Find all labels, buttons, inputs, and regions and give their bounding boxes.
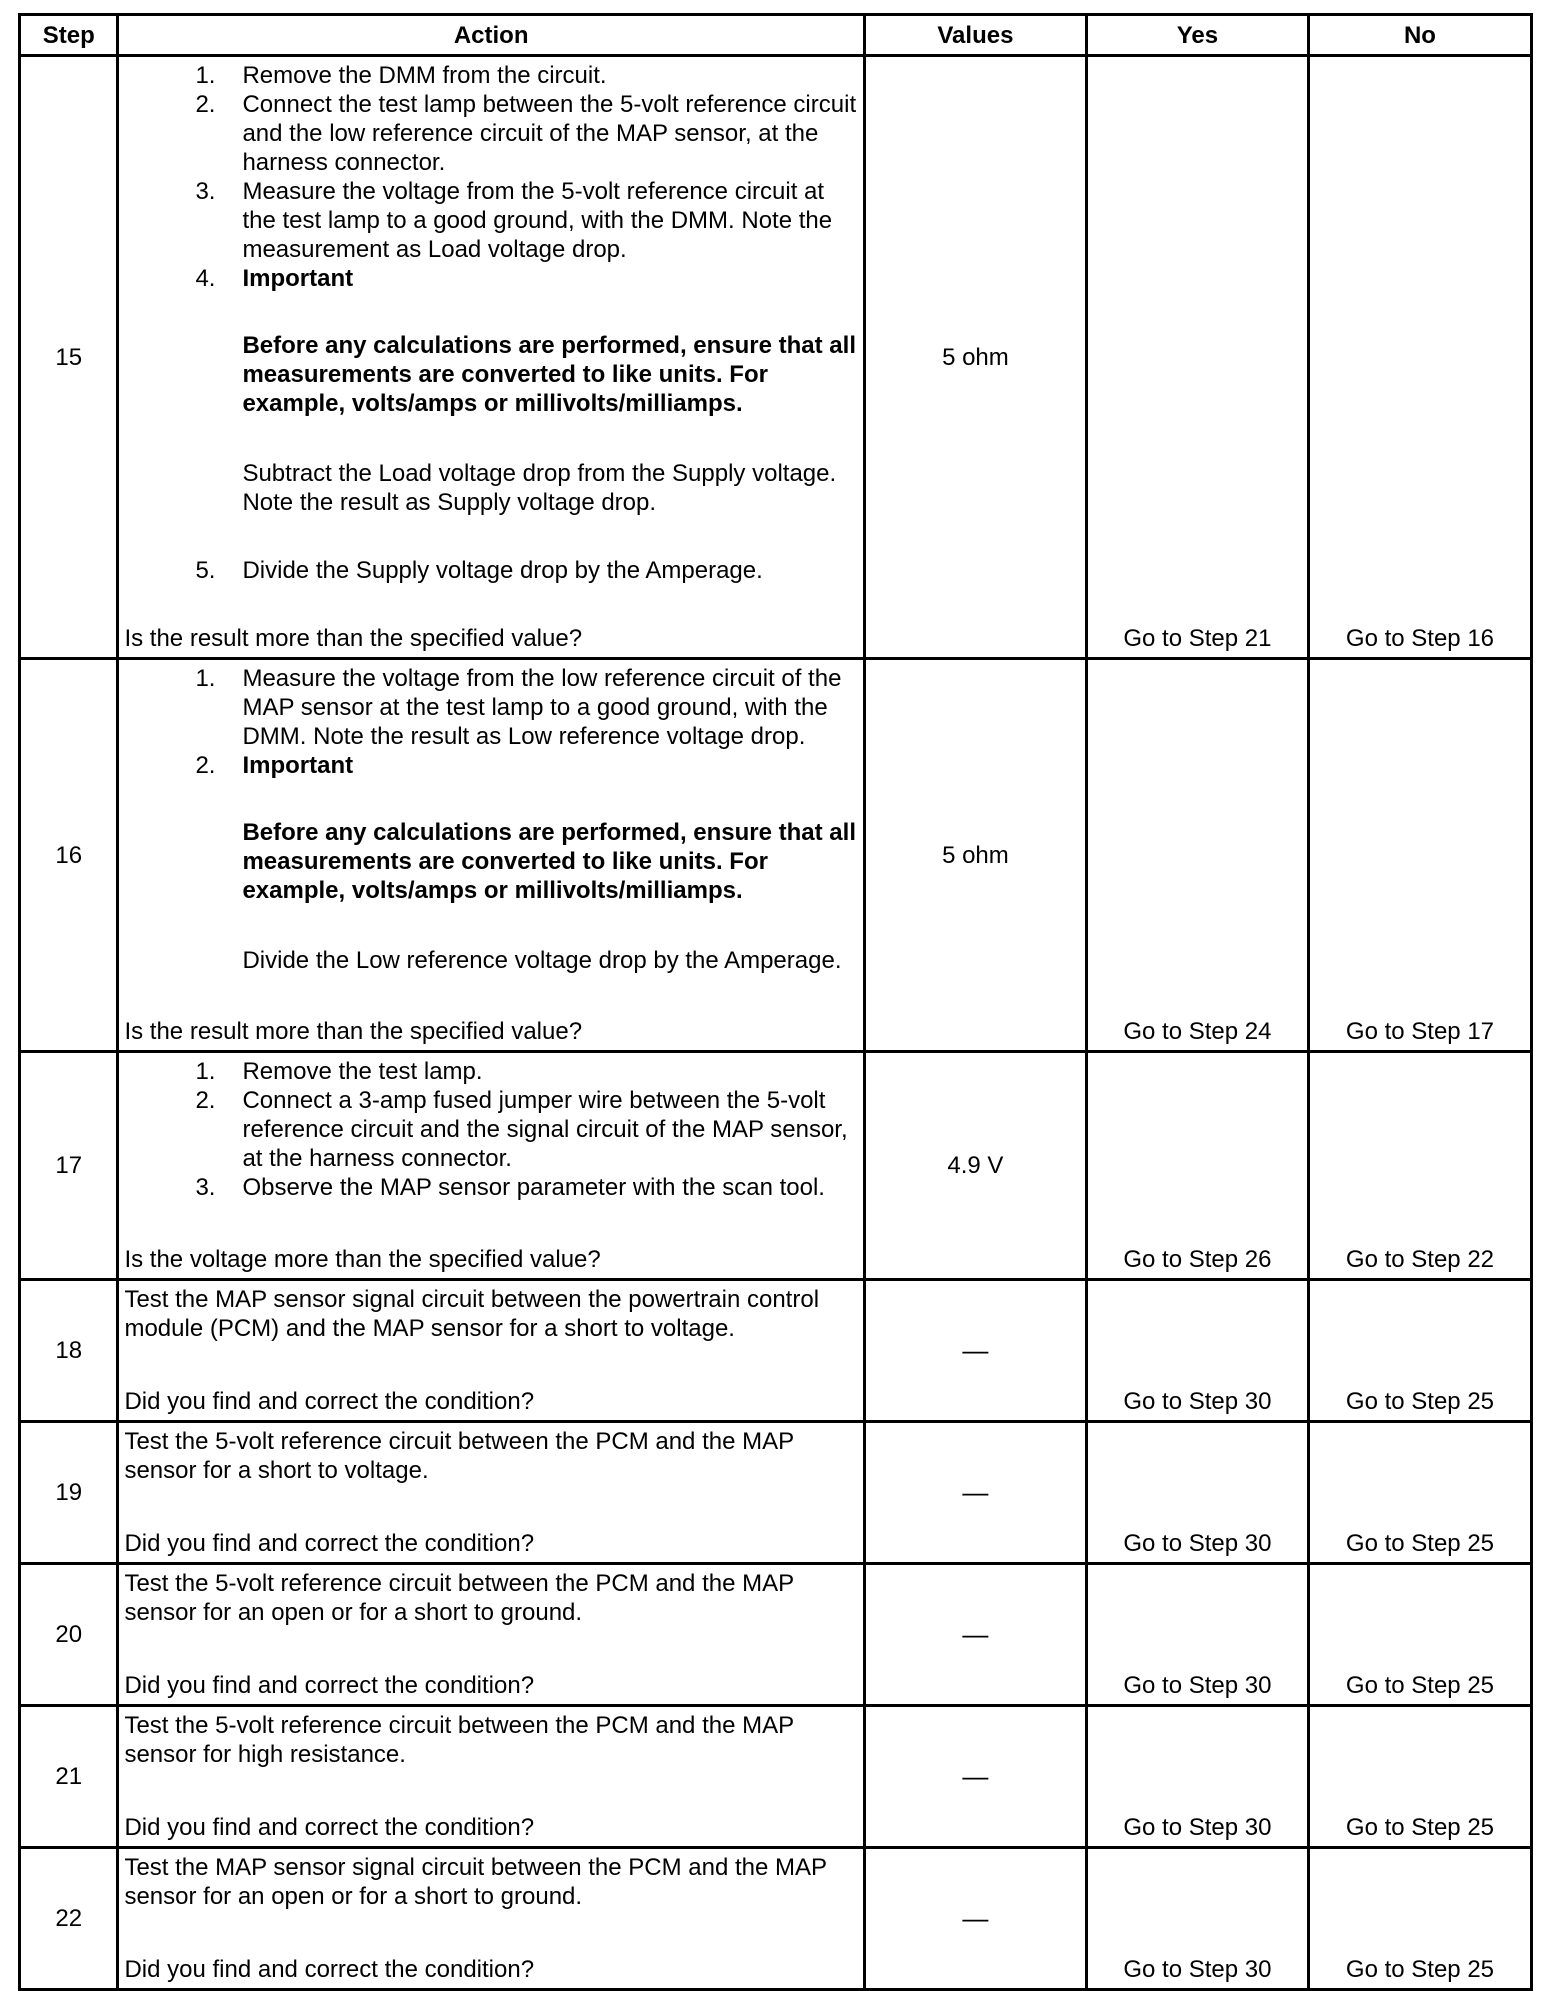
- action-text: Test the MAP sensor signal circuit between the PCM and the MAP sensor for an open or for a short to ground.: [124, 1854, 827, 1910]
- question-text: Did you find and correct the condition?: [124, 1530, 535, 1557]
- yes-cell: Go to Step 30: [1086, 1848, 1308, 1990]
- no-cell: Go to Step 25: [1308, 1564, 1531, 1706]
- yes-cell: Go to Step 30: [1086, 1706, 1308, 1848]
- step-number: 16: [20, 659, 118, 1052]
- list-item: 3. Measure the voltage from the 5-volt reference circuit at the test lamp to a good ground, with the DMM. Note the measurement as Load voltage drop.: [195, 178, 833, 263]
- table-row: [20, 1848, 1532, 1990]
- header-row: [20, 15, 1532, 56]
- action-cell: [118, 1280, 864, 1422]
- value-cell: —: [864, 1564, 1086, 1706]
- header-step: Step: [20, 15, 118, 56]
- action-cell: [118, 1564, 864, 1706]
- yes-cell: Go to Step 24: [1086, 659, 1308, 1052]
- header-no: No: [1308, 15, 1531, 56]
- action-cell: [118, 1422, 864, 1564]
- step-number: 15: [20, 56, 118, 659]
- list-item: 1. Measure the voltage from the low reference circuit of the MAP sensor at the test lamp to a good ground, with the DMM. Note the result as Low reference voltage drop.: [195, 665, 842, 750]
- step-number: 20: [20, 1564, 118, 1706]
- header-yes: Yes: [1086, 15, 1308, 56]
- list-item: 4. Important Before any calculations are performed, ensure that all measurements are converted to like units. For example, volts/amps or millivolts/milliamps. Subtract the Load voltage drop from the Supply voltage. Note the result as Supply voltage drop.: [124, 264, 858, 517]
- no-cell: Go to Step 25: [1308, 1706, 1531, 1848]
- value-cell: —: [864, 1280, 1086, 1422]
- action-cell: [118, 1052, 864, 1280]
- table-row: [20, 1280, 1532, 1422]
- yes-cell: Go to Step 21: [1086, 56, 1308, 659]
- action-text: Test the 5-volt reference circuit between the PCM and the MAP sensor for an open or for a short to ground.: [124, 1570, 794, 1626]
- yes-cell: Go to Step 26: [1086, 1052, 1308, 1280]
- value-cell: 5 ohm: [864, 56, 1086, 659]
- question-text: Is the voltage more than the specified value?: [124, 1246, 601, 1273]
- list-item: 5. Divide the Supply voltage drop by the Amperage.: [195, 557, 763, 584]
- no-cell: Go to Step 17: [1308, 659, 1531, 1052]
- step-number: 19: [20, 1422, 118, 1564]
- question-text: Did you find and correct the condition?: [124, 1956, 535, 1983]
- table-row: [20, 659, 1532, 1052]
- no-cell: Go to Step 25: [1308, 1848, 1531, 1990]
- no-cell: Go to Step 22: [1308, 1052, 1531, 1280]
- table-row: [20, 1422, 1532, 1564]
- question-text: Did you find and correct the condition?: [124, 1388, 535, 1415]
- no-cell: Go to Step 25: [1308, 1280, 1531, 1422]
- action-text: Test the 5-volt reference circuit between the PCM and the MAP sensor for a short to voltage.: [124, 1428, 794, 1484]
- table-row: [20, 56, 1532, 659]
- list-item: 2. Important Before any calculations are performed, ensure that all measurements are converted to like units. For example, volts/amps or millivolts/milliamps. Divide the Low reference voltage drop by the Amperage.: [124, 751, 858, 975]
- value-cell: —: [864, 1706, 1086, 1848]
- value-cell: 5 ohm: [864, 659, 1086, 1052]
- yes-cell: Go to Step 30: [1086, 1564, 1308, 1706]
- question-text: Is the result more than the specified value?: [124, 625, 583, 652]
- important-label: Important: [242, 752, 354, 779]
- question-text: Did you find and correct the condition?: [124, 1672, 535, 1699]
- action-steps: [124, 664, 858, 975]
- no-cell: Go to Step 25: [1308, 1422, 1531, 1564]
- question-text: Is the result more than the specified value?: [124, 1018, 583, 1045]
- value-cell: —: [864, 1848, 1086, 1990]
- action-cell: [118, 1706, 864, 1848]
- important-note: Before any calculations are performed, ensure that all measurements are converted to like units. For example, volts/amps or millivolts/milliamps.: [242, 332, 856, 417]
- step-number: 22: [20, 1848, 118, 1990]
- step-number: 17: [20, 1052, 118, 1280]
- yes-cell: Go to Step 30: [1086, 1422, 1308, 1564]
- action-text: Test the 5-volt reference circuit between the PCM and the MAP sensor for high resistance.: [124, 1712, 794, 1768]
- list-item: 1. Remove the test lamp.: [195, 1058, 483, 1085]
- no-cell: Go to Step 16: [1308, 56, 1531, 659]
- step-number: 21: [20, 1706, 118, 1848]
- step-number: 18: [20, 1280, 118, 1422]
- header-values: Values: [864, 15, 1086, 56]
- value-cell: —: [864, 1422, 1086, 1564]
- sub-note: Divide the Low reference voltage drop by the Amperage.: [242, 947, 842, 974]
- list-item: 2. Connect a 3-amp fused jumper wire between the 5-volt reference circuit and the signal circuit of the MAP sensor, at the harness connector.: [195, 1087, 848, 1172]
- action-cell: [118, 56, 864, 659]
- sub-note: Subtract the Load voltage drop from the Supply voltage. Note the result as Supply voltage drop.: [242, 460, 837, 516]
- list-item: 1. Remove the DMM from the circuit.: [195, 62, 607, 89]
- action-steps: [124, 61, 858, 585]
- list-item: 2. Connect the test lamp between the 5-volt reference circuit and the low reference circuit of the MAP sensor, at the harness connector.: [195, 91, 857, 176]
- yes-cell: Go to Step 30: [1086, 1280, 1308, 1422]
- action-cell: [118, 1848, 864, 1990]
- header-action: Action: [118, 15, 864, 56]
- question-text: Did you find and correct the condition?: [124, 1814, 535, 1841]
- important-note: Before any calculations are performed, ensure that all measurements are converted to like units. For example, volts/amps or millivolts/milliamps.: [242, 819, 856, 904]
- table-row: [20, 1706, 1532, 1848]
- table-row: [20, 1052, 1532, 1280]
- table-row: [20, 1564, 1532, 1706]
- action-steps: [124, 1057, 858, 1202]
- list-item: 3. Observe the MAP sensor parameter with the scan tool.: [195, 1174, 825, 1201]
- important-label: Important: [242, 265, 354, 292]
- action-text: Test the MAP sensor signal circuit between the powertrain control module (PCM) and the MAP sensor for a short to voltage.: [124, 1286, 820, 1342]
- action-cell: [118, 659, 864, 1052]
- value-cell: 4.9 V: [864, 1052, 1086, 1280]
- diagnostic-table: [18, 13, 1533, 1991]
